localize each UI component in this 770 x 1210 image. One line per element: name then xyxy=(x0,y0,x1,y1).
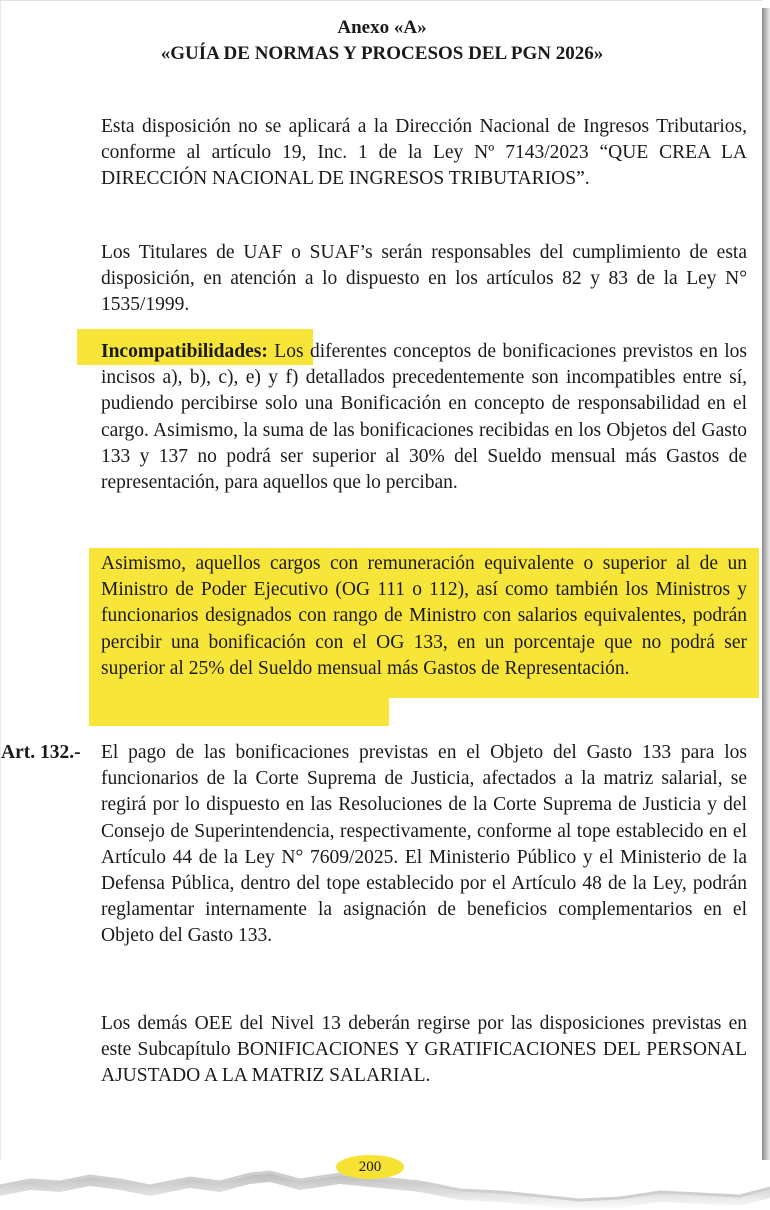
page-shadow xyxy=(762,8,770,1188)
paragraph-dnit-exemption: Esta disposición no se aplicará a la Dirección Nacional de Ingresos Tributarios, conforme al artículo 19, Inc. 1 de la Ley Nº 7143/2023 “QUE CREA LA DIRECCIÓN NACIONAL DE INGRESOS TRIBUTARIOS”. xyxy=(101,116,747,190)
article-132-label: Art. 132.- xyxy=(1,742,81,763)
paragraph-incompatibilidades xyxy=(101,339,747,496)
incompatibilidades-label: Incompatibilidades: xyxy=(101,341,268,362)
paragraph-oee-nivel-13: Los demás OEE del Nivel 13 deberán regirse por las disposiciones previstas en este Subcapítulo BONIFICACIONES Y GRATIFICACIONES DEL PERSONAL AJUSTADO A LA MATRIZ SALARIAL. xyxy=(101,1013,747,1087)
annex-title: Anexo «A» xyxy=(337,17,427,38)
highlight-block-ministers-tail xyxy=(89,696,389,726)
page-header xyxy=(1,15,763,67)
page-number-badge: 200 xyxy=(336,1155,404,1179)
guide-title: «GUÍA DE NORMAS Y PROCESOS DEL PGN 2026» xyxy=(160,43,604,64)
incompatibilidades-text: Los diferentes conceptos de bonificaciones previstos en los incisos a), b), c), e) y f) detallados precedentemente son incompatibles entre sí, pudiendo percibirse solo una Bonificación en concepto de responsabilidad en el cargo. Asimismo, la suma de las bonificaciones recibidas en los Objetos del Gasto 133 y 137 no podrá ser superior al 30% del Sueldo mensual más Gastos de representación, para aquellos que lo perciban. xyxy=(101,341,747,494)
paragraph-article-132: El pago de las bonificaciones previstas en el Objeto del Gasto 133 para los funcionarios de la Corte Suprema de Justicia, afectados a la matriz salarial, se regirá por lo dispuesto en las Resoluciones de la Corte Suprema de Justicia y del Consejo de Superintendencia, respectivamente, conforme al tope establecido en el Artículo 44 de la Ley N° 7609/2025. El Ministerio Público y el Ministerio de la Defensa Pública, dentro del tope establecido por el Artículo 48 de la Ley, podrán reglamentar internamente la asignación de beneficios complementarios en el Objeto del Gasto 133. xyxy=(101,742,747,947)
paragraph-uaf-responsibility: Los Titulares de UAF o SUAF’s serán responsables del cumplimiento de esta disposición, en atención a lo dispuesto en los artículos 82 y 83 de la Ley N° 1535/1999. xyxy=(101,242,747,316)
paragraph-ministers-bonus: Asimismo, aquellos cargos con remuneración equivalente o superior al de un Ministro de Poder Ejecutivo (OG 111 o 112), así como también los Ministros y funcionarios designados con rango de Ministro con salarios equivalentes, podrán percibir una bonificación con el OG 133, en un porcentaje que no podrá ser superior al 25% del Sueldo mensual más Gastos de Representación. xyxy=(101,553,747,679)
